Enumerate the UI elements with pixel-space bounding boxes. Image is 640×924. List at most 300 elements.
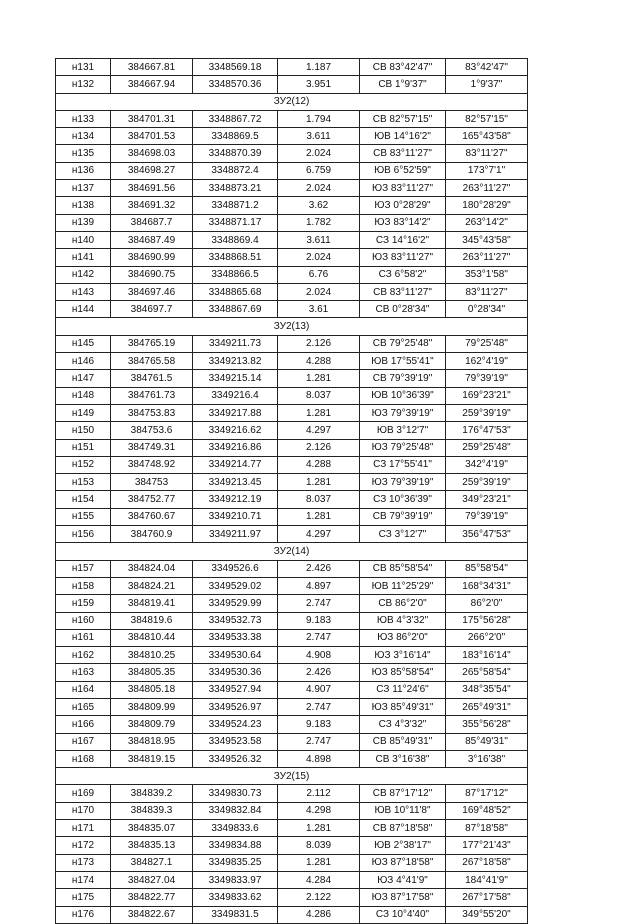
x-coordinate-cell: 384805.35: [111, 664, 193, 681]
x-coordinate-cell: 384824.21: [111, 577, 193, 594]
bearing-cell: СЗ 11°24'6": [360, 681, 446, 698]
bearing-cell: ЮЗ 87°17'58": [360, 889, 446, 906]
y-coordinate-cell: 3349526.97: [193, 698, 278, 715]
point-id-cell: н172: [56, 837, 111, 854]
y-coordinate-cell: 3348873.21: [193, 180, 278, 197]
x-coordinate-cell: 384819.15: [111, 750, 193, 767]
table-row: [56, 404, 528, 421]
point-id-cell: н171: [56, 820, 111, 837]
y-coordinate-cell: 3348867.69: [193, 301, 278, 318]
azimuth-cell: 87°18'58": [446, 820, 528, 837]
x-coordinate-cell: 384697.7: [111, 301, 193, 318]
distance-cell: 1.281: [278, 854, 360, 871]
point-id-cell: н163: [56, 664, 111, 681]
azimuth-cell: 259°39'19": [446, 474, 528, 491]
bearing-cell: СЗ 4°3'32": [360, 716, 446, 733]
bearing-cell: СВ 83°11'27": [360, 145, 446, 162]
distance-cell: 2.747: [278, 698, 360, 715]
point-id-cell: н146: [56, 353, 111, 370]
azimuth-cell: 259°25'48": [446, 439, 528, 456]
distance-cell: 4.898: [278, 750, 360, 767]
distance-cell: 3.611: [278, 128, 360, 145]
y-coordinate-cell: 3349830.73: [193, 785, 278, 802]
y-coordinate-cell: 3349526.32: [193, 750, 278, 767]
x-coordinate-cell: 384667.81: [111, 59, 193, 76]
distance-cell: 3.951: [278, 76, 360, 93]
table-row: [56, 785, 528, 802]
azimuth-cell: 267°17'58": [446, 889, 528, 906]
distance-cell: 9.183: [278, 716, 360, 733]
x-coordinate-cell: 384761.5: [111, 370, 193, 387]
azimuth-cell: 0°28'34": [446, 301, 528, 318]
bearing-cell: СВ 85°58'54": [360, 560, 446, 577]
distance-cell: 3.62: [278, 197, 360, 214]
bearing-cell: ЮЗ 86°2'0": [360, 629, 446, 646]
y-coordinate-cell: 3348866.5: [193, 266, 278, 283]
distance-cell: 1.794: [278, 110, 360, 127]
bearing-cell: СЗ 10°4'40": [360, 906, 446, 923]
x-coordinate-cell: 384827.04: [111, 871, 193, 888]
x-coordinate-cell: 384805.18: [111, 681, 193, 698]
table-row: [56, 214, 528, 231]
bearing-cell: ЮВ 3°12'7": [360, 422, 446, 439]
section-header-row: [56, 543, 528, 560]
bearing-cell: ЮВ 2°38'17": [360, 837, 446, 854]
table-row: [56, 249, 528, 266]
y-coordinate-cell: 3349527.94: [193, 681, 278, 698]
bearing-cell: СВ 87°18'58": [360, 820, 446, 837]
section-title: ЗУ2(14): [56, 543, 528, 560]
point-id-cell: н131: [56, 59, 111, 76]
y-coordinate-cell: 3349529.99: [193, 595, 278, 612]
table-row: [56, 301, 528, 318]
point-id-cell: н155: [56, 508, 111, 525]
azimuth-cell: 180°28'29": [446, 197, 528, 214]
x-coordinate-cell: 384701.31: [111, 110, 193, 127]
table-row: [56, 664, 528, 681]
azimuth-cell: 87°17'12": [446, 785, 528, 802]
coordinates-table-body: [56, 59, 528, 924]
bearing-cell: ЮЗ 3°16'14": [360, 647, 446, 664]
point-id-cell: н158: [56, 577, 111, 594]
azimuth-cell: 263°11'27": [446, 180, 528, 197]
distance-cell: 4.297: [278, 526, 360, 543]
bearing-cell: ЮЗ 79°39'19": [360, 404, 446, 421]
y-coordinate-cell: 3349215.14: [193, 370, 278, 387]
distance-cell: 8.037: [278, 387, 360, 404]
distance-cell: 2.426: [278, 664, 360, 681]
table-row: [56, 197, 528, 214]
x-coordinate-cell: 384701.53: [111, 128, 193, 145]
y-coordinate-cell: 3349833.6: [193, 820, 278, 837]
azimuth-cell: 267°18'58": [446, 854, 528, 871]
point-id-cell: н134: [56, 128, 111, 145]
bearing-cell: ЮВ 4°3'32": [360, 612, 446, 629]
bearing-cell: СВ 86°2'0": [360, 595, 446, 612]
bearing-cell: ЮЗ 4°41'9": [360, 871, 446, 888]
azimuth-cell: 168°34'31": [446, 577, 528, 594]
y-coordinate-cell: 3349832.84: [193, 802, 278, 819]
bearing-cell: ЮЗ 79°39'19": [360, 474, 446, 491]
point-id-cell: н150: [56, 422, 111, 439]
bearing-cell: СЗ 10°36'39": [360, 491, 446, 508]
point-id-cell: н152: [56, 456, 111, 473]
table-row: [56, 577, 528, 594]
table-row: [56, 871, 528, 888]
table-row: [56, 370, 528, 387]
distance-cell: 1.281: [278, 404, 360, 421]
distance-cell: 1.281: [278, 820, 360, 837]
azimuth-cell: 265°58'54": [446, 664, 528, 681]
azimuth-cell: 259°39'19": [446, 404, 528, 421]
bearing-cell: СЗ 3°12'7": [360, 526, 446, 543]
point-id-cell: н153: [56, 474, 111, 491]
table-row: [56, 820, 528, 837]
y-coordinate-cell: 3348569.18: [193, 59, 278, 76]
x-coordinate-cell: 384691.56: [111, 180, 193, 197]
y-coordinate-cell: 3348871.17: [193, 214, 278, 231]
x-coordinate-cell: 384687.49: [111, 231, 193, 248]
azimuth-cell: 83°42'47": [446, 59, 528, 76]
distance-cell: 2.024: [278, 180, 360, 197]
y-coordinate-cell: 3349214.77: [193, 456, 278, 473]
bearing-cell: ЮВ 6°52'59": [360, 162, 446, 179]
distance-cell: 4.297: [278, 422, 360, 439]
x-coordinate-cell: 384697.46: [111, 283, 193, 300]
point-id-cell: н145: [56, 335, 111, 352]
y-coordinate-cell: 3349217.88: [193, 404, 278, 421]
azimuth-cell: 169°23'21": [446, 387, 528, 404]
distance-cell: 9.183: [278, 612, 360, 629]
point-id-cell: н167: [56, 733, 111, 750]
bearing-cell: СВ 79°39'19": [360, 370, 446, 387]
azimuth-cell: 79°39'19": [446, 508, 528, 525]
table-row: [56, 906, 528, 923]
distance-cell: 2.024: [278, 145, 360, 162]
point-id-cell: н157: [56, 560, 111, 577]
distance-cell: 1.187: [278, 59, 360, 76]
y-coordinate-cell: 3348869.5: [193, 128, 278, 145]
bearing-cell: СВ 83°11'27": [360, 283, 446, 300]
distance-cell: 2.747: [278, 595, 360, 612]
distance-cell: 4.284: [278, 871, 360, 888]
table-row: [56, 76, 528, 93]
bearing-cell: ЮЗ 87°18'58": [360, 854, 446, 871]
point-id-cell: н137: [56, 180, 111, 197]
y-coordinate-cell: 3349216.86: [193, 439, 278, 456]
x-coordinate-cell: 384809.79: [111, 716, 193, 733]
distance-cell: 8.039: [278, 837, 360, 854]
bearing-cell: ЮЗ 83°14'2": [360, 214, 446, 231]
x-coordinate-cell: 384748.92: [111, 456, 193, 473]
x-coordinate-cell: 384698.27: [111, 162, 193, 179]
table-row: [56, 716, 528, 733]
x-coordinate-cell: 384698.03: [111, 145, 193, 162]
table-row: [56, 387, 528, 404]
y-coordinate-cell: 3348871.2: [193, 197, 278, 214]
azimuth-cell: 266°2'0": [446, 629, 528, 646]
y-coordinate-cell: 3349831.5: [193, 906, 278, 923]
table-row: [56, 802, 528, 819]
table-row: [56, 733, 528, 750]
azimuth-cell: 79°39'19": [446, 370, 528, 387]
bearing-cell: ЮВ 17°55'41": [360, 353, 446, 370]
azimuth-cell: 263°14'2": [446, 214, 528, 231]
table-row: [56, 526, 528, 543]
point-id-cell: н141: [56, 249, 111, 266]
y-coordinate-cell: 3348869.4: [193, 231, 278, 248]
azimuth-cell: 82°57'15": [446, 110, 528, 127]
y-coordinate-cell: 3349833.97: [193, 871, 278, 888]
y-coordinate-cell: 3349523.58: [193, 733, 278, 750]
point-id-cell: н162: [56, 647, 111, 664]
point-id-cell: н159: [56, 595, 111, 612]
bearing-cell: СВ 1°9'37": [360, 76, 446, 93]
x-coordinate-cell: 384810.44: [111, 629, 193, 646]
azimuth-cell: 183°16'14": [446, 647, 528, 664]
table-row: [56, 439, 528, 456]
y-coordinate-cell: 3349530.36: [193, 664, 278, 681]
distance-cell: 2.747: [278, 629, 360, 646]
y-coordinate-cell: 3348868.51: [193, 249, 278, 266]
point-id-cell: н156: [56, 526, 111, 543]
distance-cell: 4.908: [278, 647, 360, 664]
y-coordinate-cell: 3349212.19: [193, 491, 278, 508]
point-id-cell: н164: [56, 681, 111, 698]
x-coordinate-cell: 384667.94: [111, 76, 193, 93]
y-coordinate-cell: 3349529.02: [193, 577, 278, 594]
azimuth-cell: 265°49'31": [446, 698, 528, 715]
x-coordinate-cell: 384761.73: [111, 387, 193, 404]
table-row: [56, 681, 528, 698]
section-title: ЗУ2(13): [56, 318, 528, 335]
table-row: [56, 491, 528, 508]
point-id-cell: н166: [56, 716, 111, 733]
azimuth-cell: 177°21'43": [446, 837, 528, 854]
bearing-cell: ЮЗ 83°11'27": [360, 180, 446, 197]
distance-cell: 4.298: [278, 802, 360, 819]
y-coordinate-cell: 3349216.62: [193, 422, 278, 439]
table-row: [56, 612, 528, 629]
point-id-cell: н133: [56, 110, 111, 127]
bearing-cell: ЮВ 10°36'39": [360, 387, 446, 404]
azimuth-cell: 1°9'37": [446, 76, 528, 93]
x-coordinate-cell: 384690.99: [111, 249, 193, 266]
bearing-cell: СВ 3°16'38": [360, 750, 446, 767]
bearing-cell: СВ 83°42'47": [360, 59, 446, 76]
table-row: [56, 750, 528, 767]
table-row: [56, 266, 528, 283]
point-id-cell: н174: [56, 871, 111, 888]
bearing-cell: СЗ 6°58'2": [360, 266, 446, 283]
bearing-cell: ЮЗ 0°28'29": [360, 197, 446, 214]
bearing-cell: ЮЗ 85°58'54": [360, 664, 446, 681]
table-row: [56, 560, 528, 577]
x-coordinate-cell: 384753.6: [111, 422, 193, 439]
table-row: [56, 128, 528, 145]
azimuth-cell: 79°25'48": [446, 335, 528, 352]
distance-cell: 8.037: [278, 491, 360, 508]
bearing-cell: ЮВ 14°16'2": [360, 128, 446, 145]
azimuth-cell: 173°7'1": [446, 162, 528, 179]
point-id-cell: н136: [56, 162, 111, 179]
point-id-cell: н147: [56, 370, 111, 387]
x-coordinate-cell: 384753: [111, 474, 193, 491]
azimuth-cell: 355°56'28": [446, 716, 528, 733]
coordinates-table: [55, 58, 528, 924]
point-id-cell: н165: [56, 698, 111, 715]
azimuth-cell: 175°56'28": [446, 612, 528, 629]
azimuth-cell: 349°55'20": [446, 906, 528, 923]
azimuth-cell: 83°11'27": [446, 283, 528, 300]
azimuth-cell: 86°2'0": [446, 595, 528, 612]
y-coordinate-cell: 3348872.4: [193, 162, 278, 179]
distance-cell: 3.611: [278, 231, 360, 248]
bearing-cell: СВ 79°25'48": [360, 335, 446, 352]
azimuth-cell: 165°43'58": [446, 128, 528, 145]
bearing-cell: СВ 0°28'34": [360, 301, 446, 318]
table-row: [56, 837, 528, 854]
azimuth-cell: 3°16'38": [446, 750, 528, 767]
bearing-cell: ЮЗ 85°49'31": [360, 698, 446, 715]
table-row: [56, 456, 528, 473]
azimuth-cell: 83°11'27": [446, 145, 528, 162]
distance-cell: 6.76: [278, 266, 360, 283]
distance-cell: 3.61: [278, 301, 360, 318]
table-row: [56, 110, 528, 127]
point-id-cell: н140: [56, 231, 111, 248]
distance-cell: 2.426: [278, 560, 360, 577]
y-coordinate-cell: 3348865.68: [193, 283, 278, 300]
distance-cell: 2.122: [278, 889, 360, 906]
distance-cell: 4.288: [278, 456, 360, 473]
azimuth-cell: 162°4'19": [446, 353, 528, 370]
x-coordinate-cell: 384760.67: [111, 508, 193, 525]
point-id-cell: н169: [56, 785, 111, 802]
y-coordinate-cell: 3349211.73: [193, 335, 278, 352]
bearing-cell: СВ 87°17'12": [360, 785, 446, 802]
bearing-cell: СВ 85°49'31": [360, 733, 446, 750]
point-id-cell: н151: [56, 439, 111, 456]
point-id-cell: н170: [56, 802, 111, 819]
distance-cell: 4.286: [278, 906, 360, 923]
point-id-cell: н132: [56, 76, 111, 93]
distance-cell: 1.782: [278, 214, 360, 231]
y-coordinate-cell: 3349210.71: [193, 508, 278, 525]
bearing-cell: СВ 79°39'19": [360, 508, 446, 525]
bearing-cell: СЗ 17°55'41": [360, 456, 446, 473]
distance-cell: 2.024: [278, 249, 360, 266]
x-coordinate-cell: 384824.04: [111, 560, 193, 577]
bearing-cell: СЗ 14°16'2": [360, 231, 446, 248]
y-coordinate-cell: 3349532.73: [193, 612, 278, 629]
x-coordinate-cell: 384691.32: [111, 197, 193, 214]
table-row: [56, 59, 528, 76]
y-coordinate-cell: 3349216.4: [193, 387, 278, 404]
table-row: [56, 854, 528, 871]
distance-cell: 4.907: [278, 681, 360, 698]
y-coordinate-cell: 3349533.38: [193, 629, 278, 646]
bearing-cell: СВ 82°57'15": [360, 110, 446, 127]
x-coordinate-cell: 384835.07: [111, 820, 193, 837]
table-row: [56, 145, 528, 162]
y-coordinate-cell: 3348570.36: [193, 76, 278, 93]
x-coordinate-cell: 384765.19: [111, 335, 193, 352]
table-row: [56, 353, 528, 370]
y-coordinate-cell: 3349211.97: [193, 526, 278, 543]
distance-cell: 2.126: [278, 335, 360, 352]
azimuth-cell: 85°58'54": [446, 560, 528, 577]
y-coordinate-cell: 3349835.25: [193, 854, 278, 871]
point-id-cell: н139: [56, 214, 111, 231]
table-row: [56, 595, 528, 612]
point-id-cell: н144: [56, 301, 111, 318]
point-id-cell: н161: [56, 629, 111, 646]
x-coordinate-cell: 384760.9: [111, 526, 193, 543]
bearing-cell: ЮВ 11°25'29": [360, 577, 446, 594]
y-coordinate-cell: 3349213.45: [193, 474, 278, 491]
table-row: [56, 629, 528, 646]
point-id-cell: н160: [56, 612, 111, 629]
azimuth-cell: 85°49'31": [446, 733, 528, 750]
bearing-cell: ЮВ 10°11'8": [360, 802, 446, 819]
azimuth-cell: 342°4'19": [446, 456, 528, 473]
x-coordinate-cell: 384765.58: [111, 353, 193, 370]
x-coordinate-cell: 384749.31: [111, 439, 193, 456]
section-title: ЗУ2(15): [56, 768, 528, 785]
x-coordinate-cell: 384819.6: [111, 612, 193, 629]
distance-cell: 1.281: [278, 474, 360, 491]
x-coordinate-cell: 384822.77: [111, 889, 193, 906]
bearing-cell: ЮЗ 83°11'27": [360, 249, 446, 266]
x-coordinate-cell: 384818.95: [111, 733, 193, 750]
table-row: [56, 335, 528, 352]
x-coordinate-cell: 384753.83: [111, 404, 193, 421]
distance-cell: 1.281: [278, 508, 360, 525]
x-coordinate-cell: 384827.1: [111, 854, 193, 871]
x-coordinate-cell: 384822.67: [111, 906, 193, 923]
x-coordinate-cell: 384687.7: [111, 214, 193, 231]
point-id-cell: н168: [56, 750, 111, 767]
table-row: [56, 283, 528, 300]
section-header-row: [56, 93, 528, 110]
table-row: [56, 162, 528, 179]
point-id-cell: н148: [56, 387, 111, 404]
y-coordinate-cell: 3349834.88: [193, 837, 278, 854]
section-header-row: [56, 318, 528, 335]
x-coordinate-cell: 384835.13: [111, 837, 193, 854]
point-id-cell: н176: [56, 906, 111, 923]
x-coordinate-cell: 384839.2: [111, 785, 193, 802]
y-coordinate-cell: 3348870.39: [193, 145, 278, 162]
azimuth-cell: 349°23'21": [446, 491, 528, 508]
azimuth-cell: 176°47'53": [446, 422, 528, 439]
table-row: [56, 231, 528, 248]
table-row: [56, 474, 528, 491]
section-title: ЗУ2(12): [56, 93, 528, 110]
distance-cell: 2.024: [278, 283, 360, 300]
table-row: [56, 698, 528, 715]
point-id-cell: н135: [56, 145, 111, 162]
bearing-cell: ЮЗ 79°25'48": [360, 439, 446, 456]
x-coordinate-cell: 384809.99: [111, 698, 193, 715]
point-id-cell: н175: [56, 889, 111, 906]
distance-cell: 1.281: [278, 370, 360, 387]
azimuth-cell: 353°1'58": [446, 266, 528, 283]
y-coordinate-cell: 3349530.64: [193, 647, 278, 664]
distance-cell: 2.747: [278, 733, 360, 750]
x-coordinate-cell: 384752.77: [111, 491, 193, 508]
